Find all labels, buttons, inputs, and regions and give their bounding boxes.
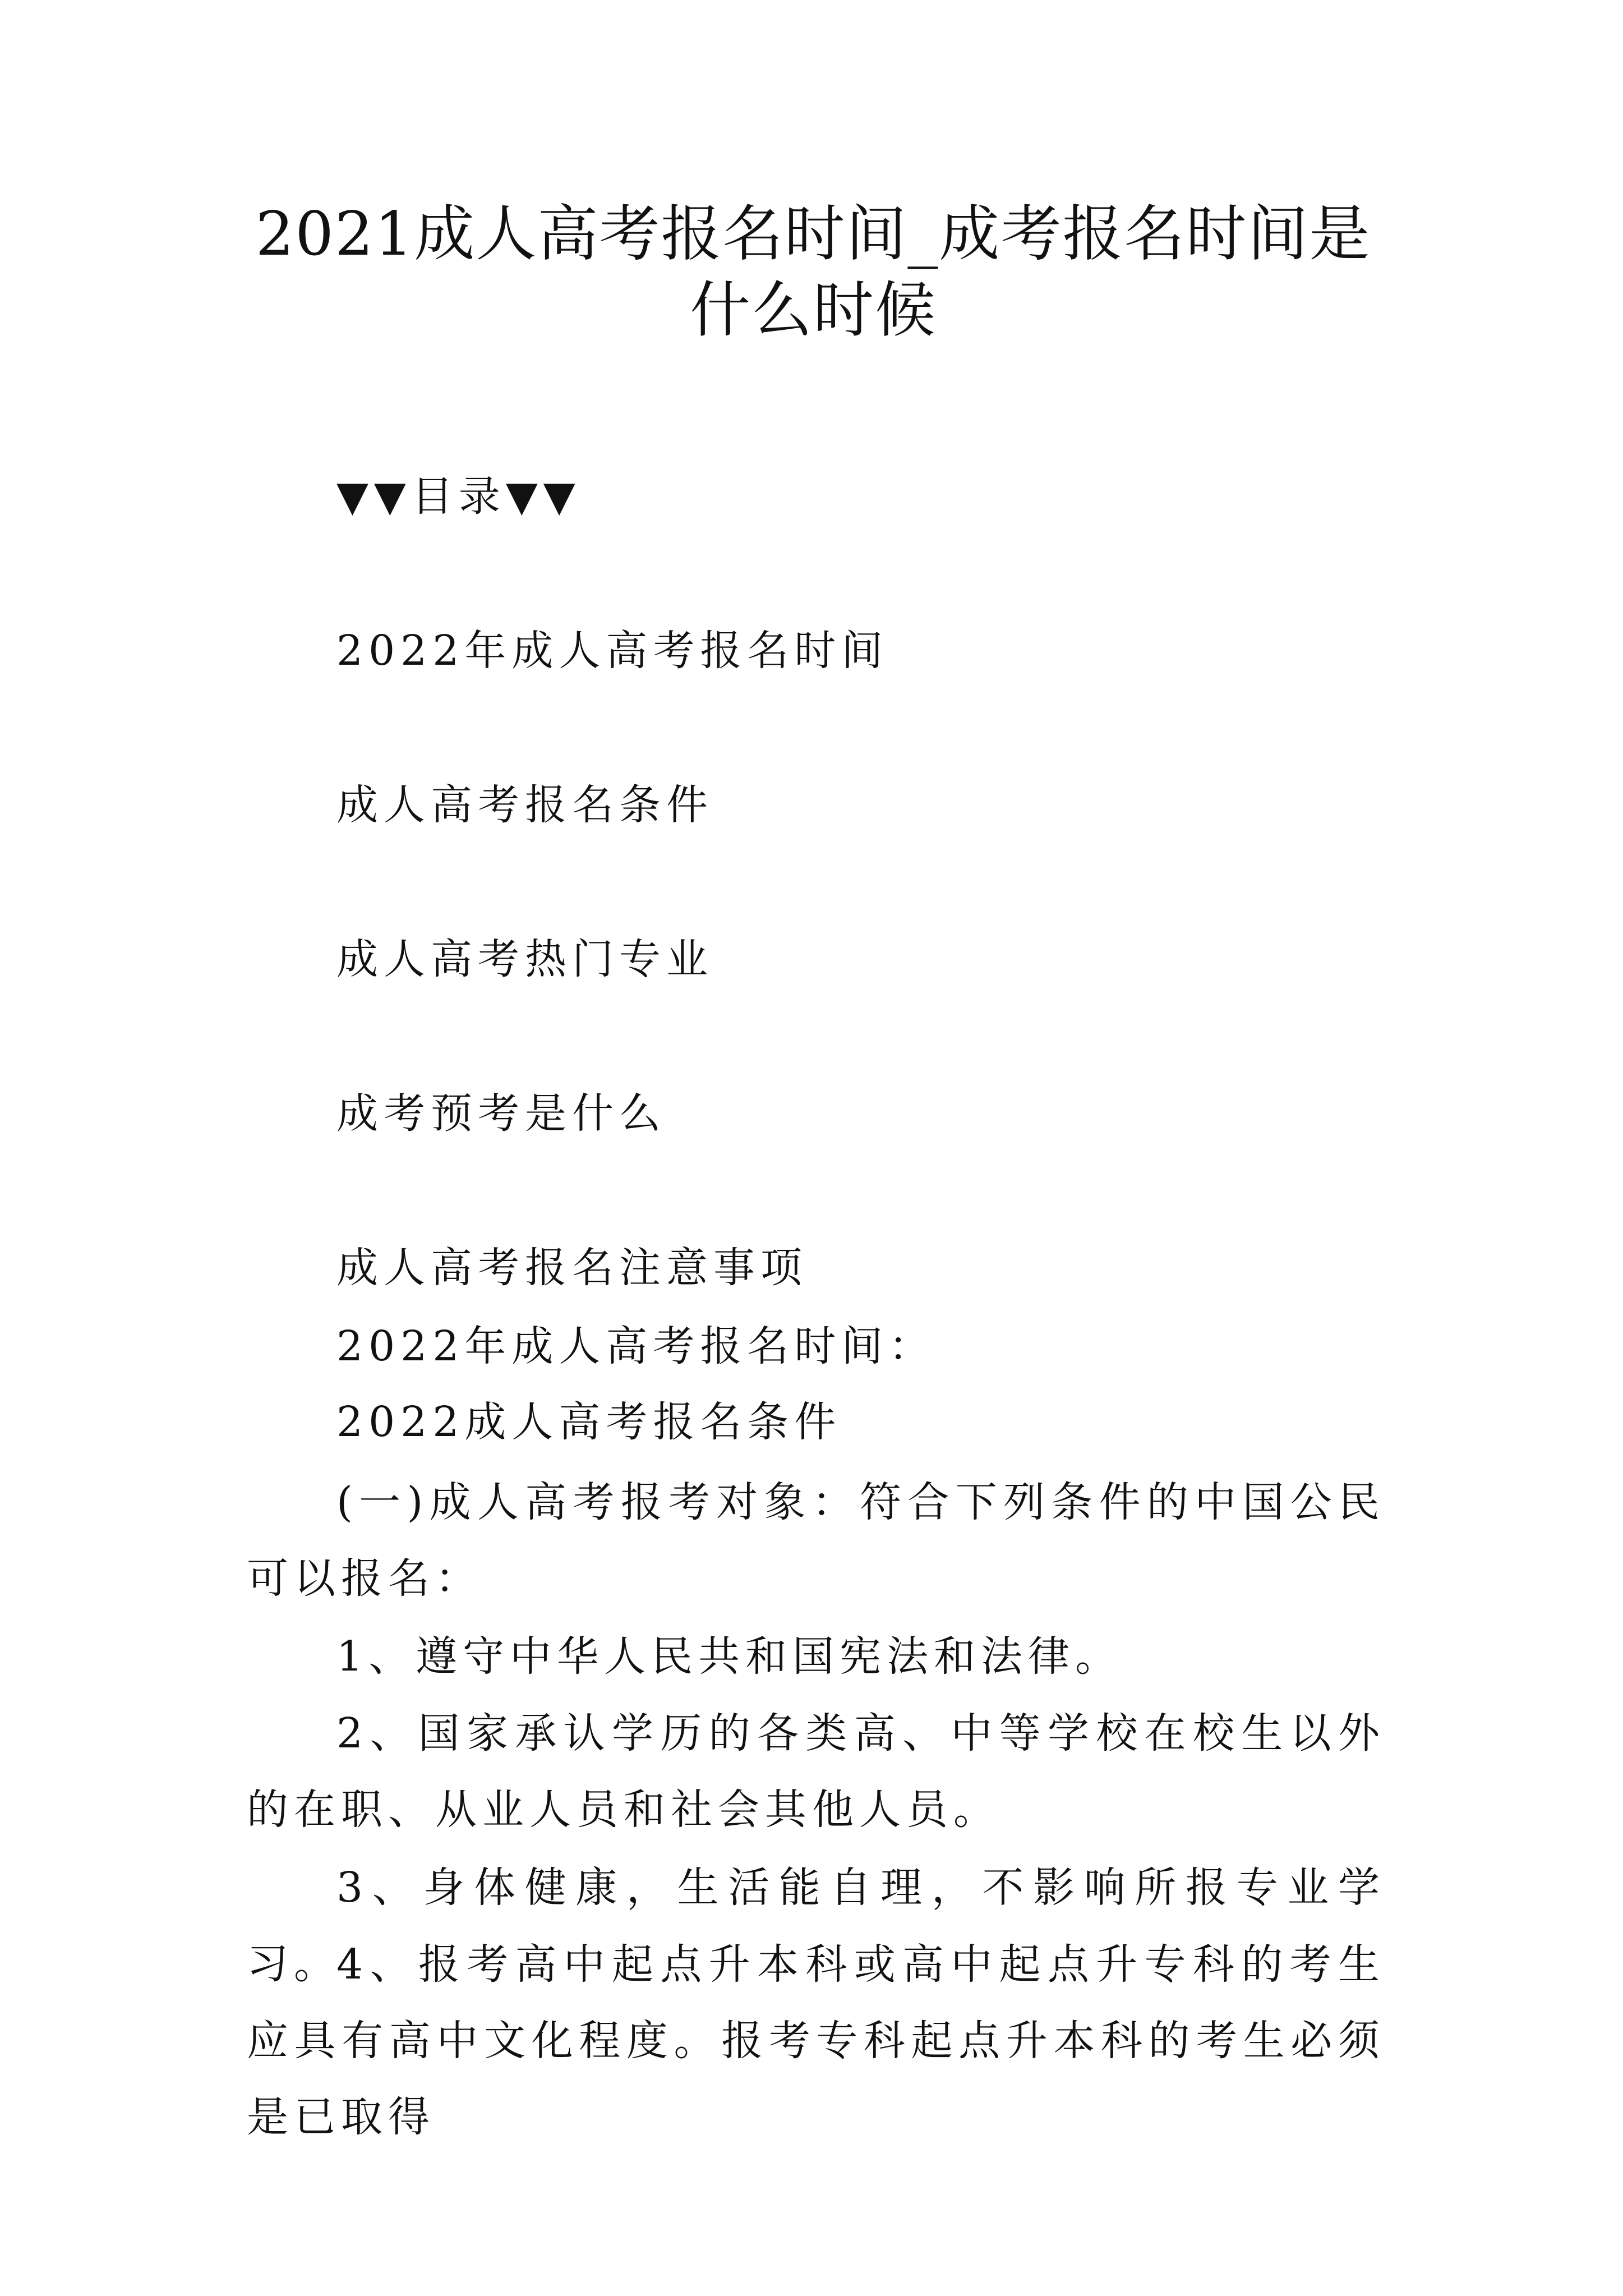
paragraph-condition-3: 3、身体健康，生活能自理，不影响所报专业学习。 bbox=[247, 1864, 1385, 1988]
toc-item-pre-exam[interactable]: 成考预考是什么 bbox=[336, 1089, 666, 1138]
toc-item-registration-notes[interactable]: 成人高考报名注意事项 bbox=[336, 1244, 808, 1292]
section-heading-time: 2022年成人高考报名时间： bbox=[336, 1322, 936, 1370]
toc-heading: ▼▼目录▼▼ bbox=[336, 472, 581, 521]
toc-item-registration-time[interactable]: 2022年成人高考报名时间 bbox=[336, 627, 889, 675]
toc-item-popular-majors[interactable]: 成人高考热门专业 bbox=[336, 935, 713, 983]
paragraph-condition-4: 4、报考高中起点升本科或高中起点升专科的考生应具有高中文化程度。报考专科起点升本科的考生必须是已取得 bbox=[247, 1940, 1385, 2141]
paragraph-eligibility: (一)成人高考报考对象：符合下列条件的中国公民可以报名： bbox=[247, 1478, 1385, 1603]
document-title: 2021成人高考报名时间_成考报名时间是什么时候 bbox=[255, 199, 1371, 346]
paragraph-condition-1: 1、遵守中华人民共和国宪法和法律。 bbox=[336, 1632, 1123, 1681]
toc-item-registration-conditions[interactable]: 成人高考报名条件 bbox=[336, 781, 713, 829]
paragraph-condition-2: 2、国家承认学历的各类高、中等学校在校生以外的在职、从业人员和社会其他人员。 bbox=[247, 1709, 1385, 1834]
section-heading-conditions: 2022成人高考报名条件 bbox=[336, 1398, 842, 1446]
